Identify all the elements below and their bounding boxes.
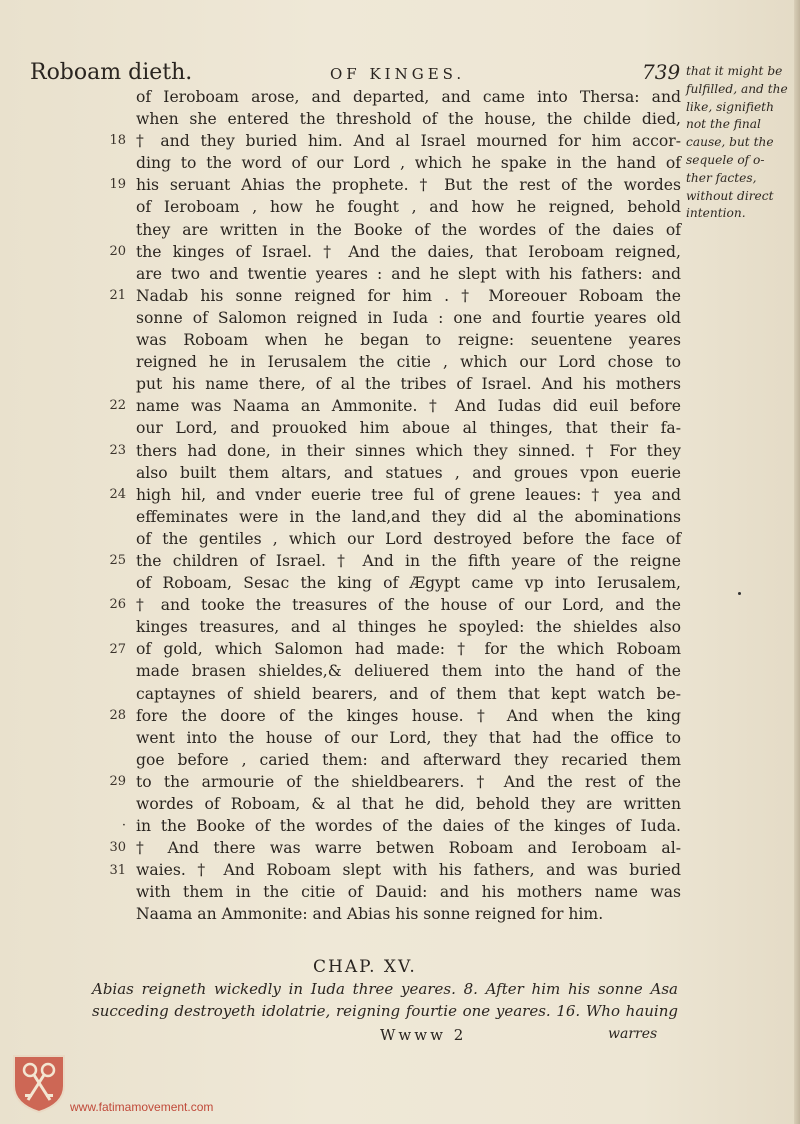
verse-number: 25 (109, 553, 126, 569)
ink-speck (738, 592, 741, 595)
verse-number: 29 (109, 774, 126, 790)
summary-line: succeding destroyeth idolatrie, reigning fourtie one yeares. 16. Who hauing (92, 1002, 678, 1020)
text-line: our Lord, and prouoked him aboue al thinges, that their fa- (136, 419, 681, 438)
watermark-url: www.fatimamovement.com (70, 1100, 214, 1114)
text-line: his seruant Ahias the prophete. † But the rest of the wordes (136, 176, 681, 195)
margin-note-line: cause, but the (686, 135, 774, 150)
text-line: they are written in the Booke of the wordes of the daies of (136, 220, 681, 239)
text-line: made brasen shieldes,& deliuered them into the hand of the (136, 662, 681, 681)
catchword: warres (608, 1026, 658, 1042)
text-line: † And there was warre betwen Roboam and Ieroboam al- (136, 839, 681, 858)
verse-number: 21 (109, 287, 126, 303)
verse-number: · (121, 818, 126, 834)
text-line: captaynes of shield bearers, and of them that kept watch be- (136, 684, 681, 703)
text-line: was Roboam when he began to reigne: seuentene yeares (136, 331, 681, 350)
text-line: reigned he in Ierusalem the citie , which our Lord chose to (136, 353, 681, 372)
margin-note-line: like, signifieth (686, 99, 774, 114)
text-line: went into the house of our Lord, they that had the office to (136, 728, 681, 747)
verse-number: 22 (109, 398, 126, 414)
text-line: also built them altars, and statues , and groues vpon euerie (136, 463, 681, 482)
text-line: when she entered the threshold of the house, the childe died, (136, 110, 681, 129)
text-line: wordes of Roboam, & al that he did, behold they are written (136, 795, 681, 813)
text-line: kinges treasures, and al thinges he spoyled: the shieldes also (136, 618, 681, 637)
margin-note-line: ther factes, (686, 170, 757, 185)
margin-note-line: not the final (686, 117, 761, 132)
text-line: to the armourie of the shieldbearers. † And the rest of the (136, 772, 681, 791)
text-line: name was Naama an Ammonite. † And Iudas did euil before (136, 397, 681, 416)
margin-note-line: intention. (686, 206, 746, 221)
margin-note-line: sequele of o- (686, 152, 765, 167)
text-line: high hil, and vnder euerie tree ful of grene leaues: † yea and (136, 485, 681, 504)
text-line: the kinges of Israel. † And the daies, that Ieroboam reigned, (136, 242, 681, 261)
text-line: † and they buried him. And al Israel mourned for him accor- (136, 132, 681, 151)
text-line: effeminates were in the land,and they did al the abominations (136, 507, 681, 526)
text-line: of Roboam, Sesac the king of Ægypt came vp into Ierusalem, (136, 574, 681, 593)
papal-keys-logo-icon (10, 1052, 68, 1114)
text-line: fore the doore of the kinges house. † And when the king (136, 706, 681, 725)
verse-number: 28 (109, 707, 126, 723)
text-line: with them in the citie of Dauid: and his mothers name was (136, 883, 681, 902)
text-line: ding to the word of our Lord , which he spake in the hand of (136, 154, 681, 173)
running-head-title: OF KINGES. (330, 65, 466, 83)
text-line: in the Booke of the wordes of the daies of the kinges of Iuda. (136, 817, 681, 836)
text-line: goe before , caried them: and afterward they recaried them (136, 750, 681, 769)
verse-number: 20 (109, 243, 126, 259)
text-line: are two and twentie yeares : and he slept with his fathers: and (136, 264, 681, 283)
verse-number: 19 (109, 177, 126, 193)
margin-note-line: without direct (686, 188, 774, 203)
summary-line: Abias reigneth wickedly in Iuda three yeares. 8. After him his sonne Asa (92, 980, 678, 998)
signature-mark: Wwww 2 (380, 1026, 467, 1044)
chapter-summary (92, 978, 678, 1022)
text-line: sonne of Salomon reigned in Iuda : one and fourtie yeares old (136, 308, 681, 327)
text-line: of gold, which Salomon had made: † for the which Roboam (136, 640, 681, 659)
verse-number: 18 (109, 133, 126, 149)
text-line: thers had done, in their sinnes which they sinned. † For they (136, 441, 681, 460)
verse-number: 26 (109, 597, 126, 613)
verse-number: 24 (109, 486, 126, 502)
text-line: of Ieroboam , how he fought , and how he reigned, behold (136, 198, 681, 217)
verse-number: 31 (109, 862, 126, 878)
text-line: the children of Israel. † And in the fifth yeare of the reigne (136, 551, 681, 570)
running-head-left: Roboam dieth. (30, 60, 193, 85)
margin-note (686, 63, 794, 223)
text-line: Nadab his sonne reigned for him . † Moreouer Roboam the (136, 286, 681, 305)
chapter-heading: CHAP. XV. (313, 957, 417, 977)
margin-note-line: that it might be (686, 64, 783, 78)
text-line: put his name there, of al the tribes of Israel. And his mothers (136, 375, 681, 394)
page-number: 739 (642, 60, 681, 84)
verse-number: 30 (109, 840, 126, 856)
text-line: Naama an Ammonite: and Abias his sonne reigned for him. (136, 905, 604, 924)
verse-number: 27 (109, 641, 126, 657)
page-edge (794, 0, 800, 1124)
body-text (136, 86, 681, 926)
verse-number: 23 (109, 442, 126, 458)
text-line: waies. † And Roboam slept with his fathers, and was buried (136, 861, 681, 880)
text-line: of the gentiles , which our Lord destroyed before the face of (136, 529, 681, 548)
margin-note-line: fulfilled, and the (686, 81, 788, 96)
text-line: † and tooke the treasures of the house of our Lord, and the (136, 596, 681, 615)
text-line: of Ieroboam arose, and departed, and came into Thersa: and (136, 88, 681, 106)
